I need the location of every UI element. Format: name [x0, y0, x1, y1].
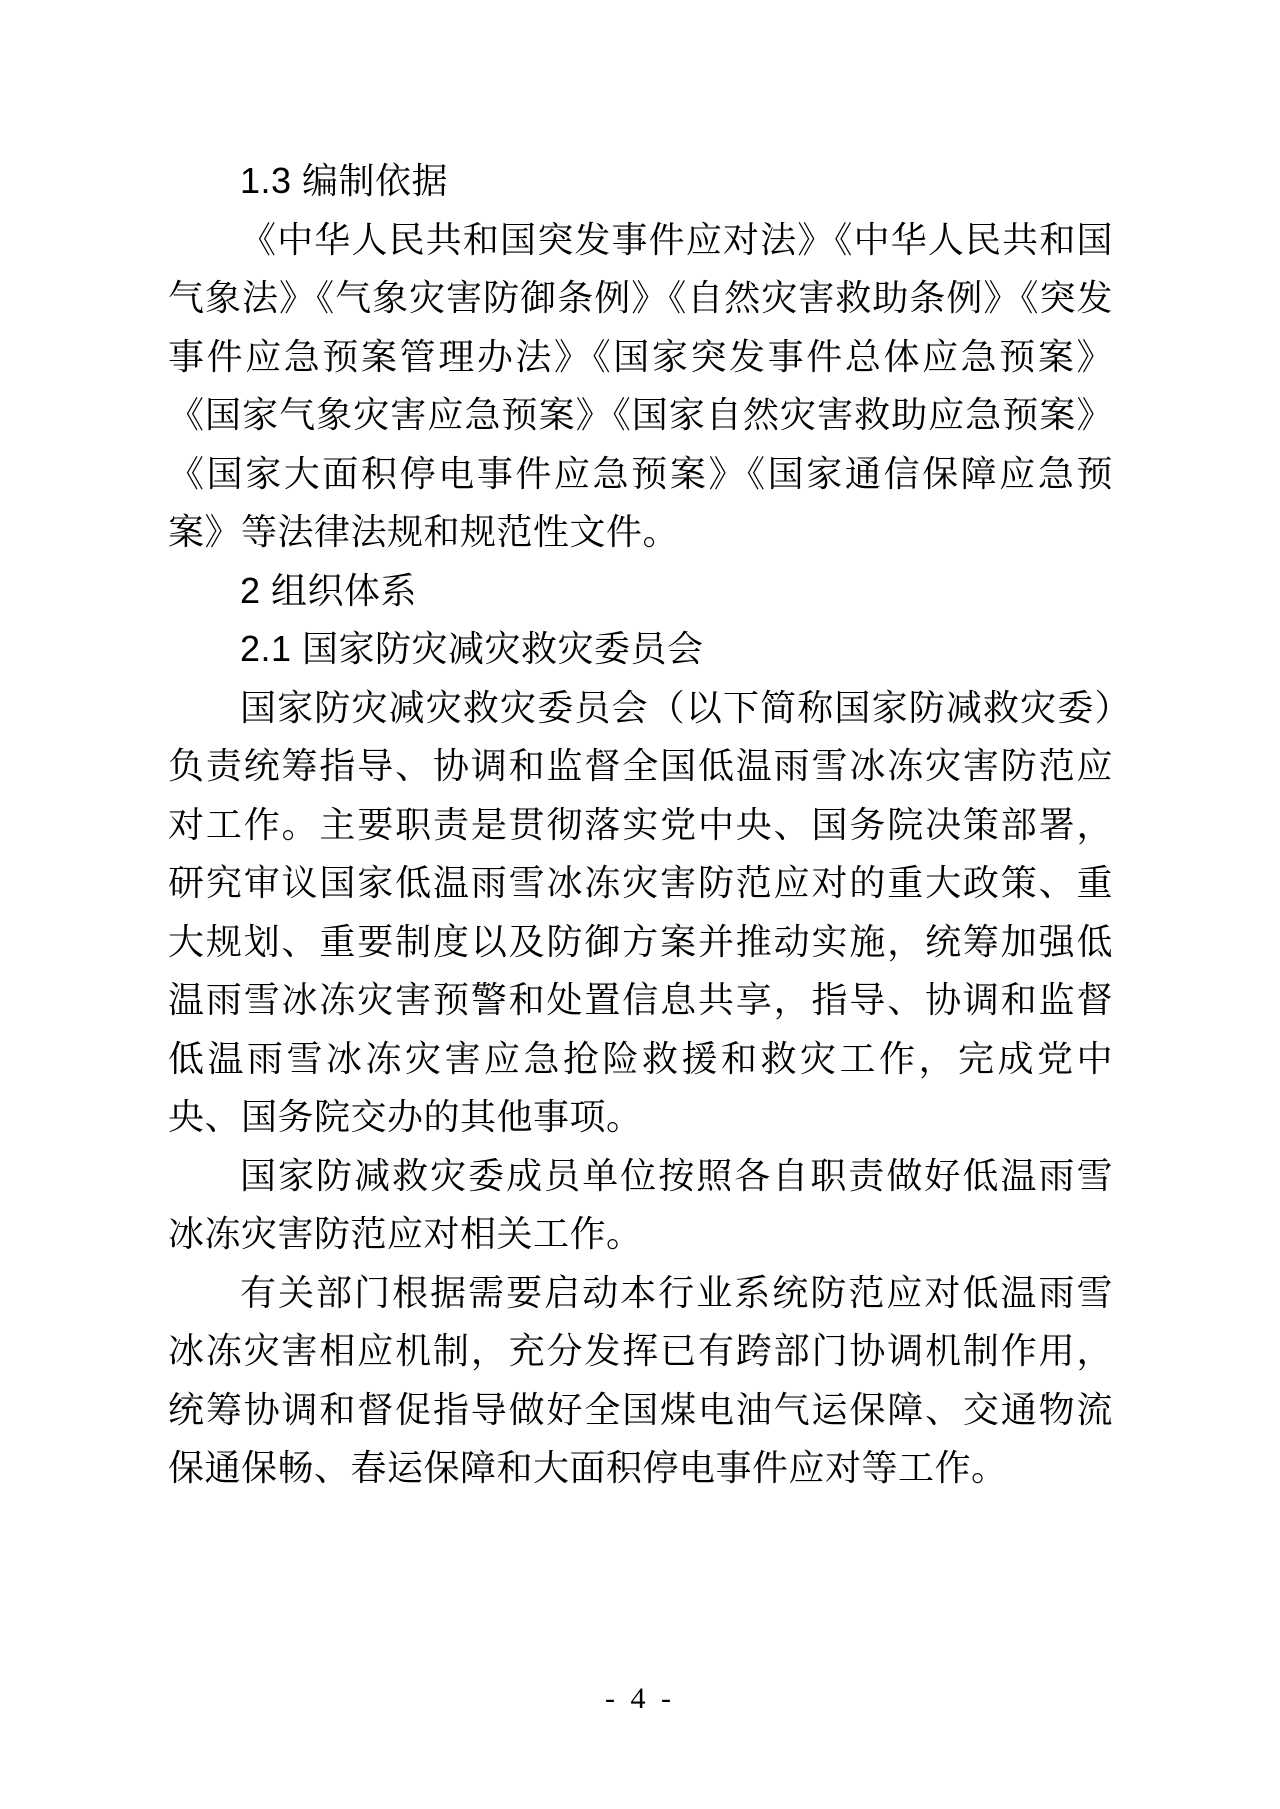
heading-3: 2 组织体系 — [240, 569, 418, 611]
heading-4: 2.1 国家防灾减灾救灾委员会 — [240, 628, 704, 669]
page-number: - 4 - — [605, 1682, 675, 1715]
document-body — [168, 152, 1113, 1498]
heading-1: 1.3 编制依据 — [240, 160, 449, 201]
paragraph-6: 国家防减救灾委成员单位按照各自职责做好低温雨雪冰冻灾害防范应对相关工作。 — [168, 1154, 1113, 1254]
paragraph-2: 《中华人民共和国突发事件应对法》《中华人民共和国气象法》《气象灾害防御条例》《自然灾害救助条例》《突发事件应急预案管理办法》《国家突发事件总体应急预案》《国家气象灾害应急预案》《国家自然灾害救助应急预案》《国家大面积停电事件应急预案》《国家通信保障应急预案》等法律法规和规范性文件。 — [168, 218, 1113, 552]
page-footer — [0, 1682, 1280, 1716]
paragraph-5: 国家防灾减灾救灾委员会（以下简称国家防减救灾委）负责统筹指导、协调和监督全国低温雨雪冰冻灾害防范应对工作。主要职责是贯彻落实党中央、国务院决策部署，研究审议国家低温雨雪冰冻灾害防范应对的重大政策、重大规划、重要制度以及防御方案并推动实施，统筹加强低温雨雪冰冻灾害预警和处置信息共享，指导、协调和监督低温雨雪冰冻灾害应急抢险救援和救灾工作，完成党中央、国务院交办的其他事项。 — [168, 686, 1113, 1137]
paragraph-7: 有关部门根据需要启动本行业系统防范应对低温雨雪冰冻灾害相应机制，充分发挥已有跨部门协调机制作用，统筹协调和督促指导做好全国煤电油气运保障、交通物流保通保畅、春运保障和大面积停电事件应对等工作。 — [168, 1271, 1113, 1488]
